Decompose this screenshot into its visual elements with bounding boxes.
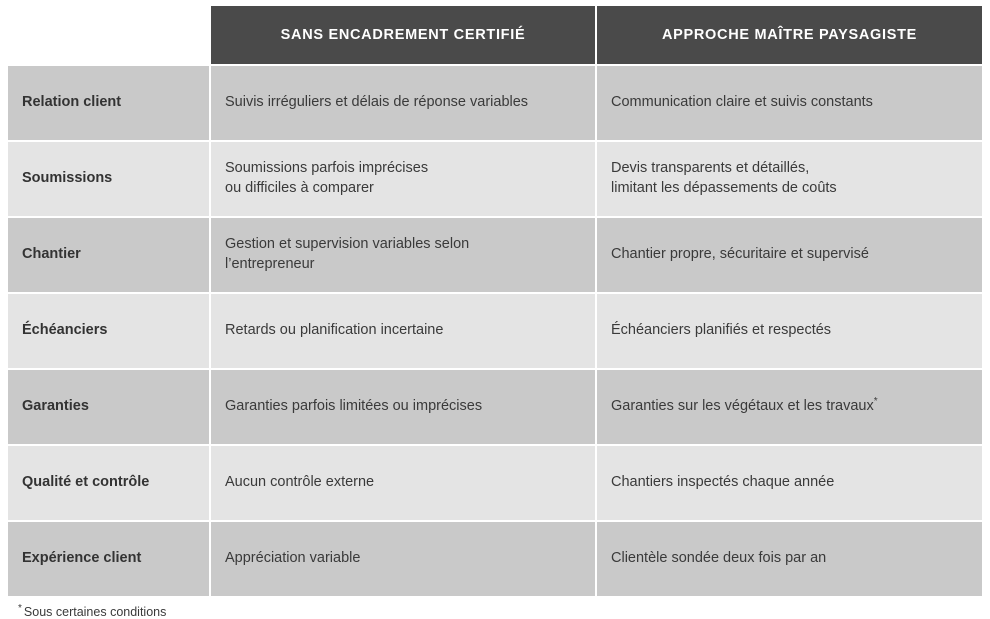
cell-line: Soumissions parfois imprécises xyxy=(225,160,429,177)
cell-line: Gestion et supervision variables selon xyxy=(225,236,470,253)
row-label: Relation client xyxy=(8,65,210,141)
cell-line: ou difficiles à comparer xyxy=(225,180,374,196)
cell-line: Communication claire et suivis constants xyxy=(611,94,873,111)
asterisk-marker: * xyxy=(873,396,878,408)
row-label: Chantier xyxy=(8,217,210,293)
comparison-table xyxy=(8,6,982,596)
footnote-marker: * xyxy=(18,602,22,614)
cell-master-landscaper xyxy=(596,445,982,521)
cell-line: Chantier propre, sécuritaire et supervisé xyxy=(611,246,869,263)
cell-line: Retards ou planification incertaine xyxy=(225,322,444,339)
cell-line: Échéanciers planifiés et respectés xyxy=(611,322,832,339)
cell-line: Appréciation variable xyxy=(225,550,361,567)
row-label: Échéanciers xyxy=(8,293,210,369)
row-label: Expérience client xyxy=(8,521,210,596)
table-row xyxy=(8,445,982,521)
table-row xyxy=(8,369,982,445)
table-row xyxy=(8,217,982,293)
cell-line: Chantiers inspectés chaque année xyxy=(611,474,835,491)
header-cell-without-certification: SANS ENCADREMENT CERTIFIÉ xyxy=(210,6,596,65)
header-cell-empty xyxy=(8,6,210,65)
cell-without-certification xyxy=(210,65,596,141)
table-row xyxy=(8,65,982,141)
cell-line: l’entrepreneur xyxy=(225,256,315,272)
cell-without-certification xyxy=(210,141,596,217)
cell-line: Garanties sur les végétaux et les travaux* xyxy=(611,396,878,415)
cell-line: limitant les dépassements de coûts xyxy=(611,180,837,196)
row-label: Garanties xyxy=(8,369,210,445)
cell-master-landscaper xyxy=(596,369,982,445)
table-header xyxy=(8,6,982,65)
table-row xyxy=(8,293,982,369)
row-label: Qualité et contrôle xyxy=(8,445,210,521)
footnote xyxy=(18,602,982,619)
cell-line: Aucun contrôle externe xyxy=(225,474,375,491)
footnote-text: Sous certaines conditions xyxy=(23,605,167,619)
header-cell-master-landscaper: APPROCHE MAÎTRE PAYSAGISTE xyxy=(596,6,982,65)
cell-master-landscaper xyxy=(596,521,982,596)
cell-without-certification xyxy=(210,521,596,596)
cell-line: Devis transparents et détaillés, xyxy=(611,160,810,177)
table-body xyxy=(8,65,982,596)
cell-without-certification xyxy=(210,293,596,369)
table-header-row xyxy=(8,6,982,65)
cell-without-certification xyxy=(210,445,596,521)
cell-line: Suivis irréguliers et délais de réponse variables xyxy=(225,94,529,111)
cell-master-landscaper xyxy=(596,65,982,141)
table-row xyxy=(8,141,982,217)
table-row xyxy=(8,521,982,596)
cell-line: Clientèle sondée deux fois par an xyxy=(611,550,827,567)
cell-line: Garanties parfois limitées ou imprécises xyxy=(225,398,483,415)
cell-master-landscaper xyxy=(596,141,982,217)
cell-master-landscaper xyxy=(596,217,982,293)
cell-master-landscaper xyxy=(596,293,982,369)
cell-without-certification xyxy=(210,369,596,445)
cell-without-certification xyxy=(210,217,596,293)
row-label: Soumissions xyxy=(8,141,210,217)
